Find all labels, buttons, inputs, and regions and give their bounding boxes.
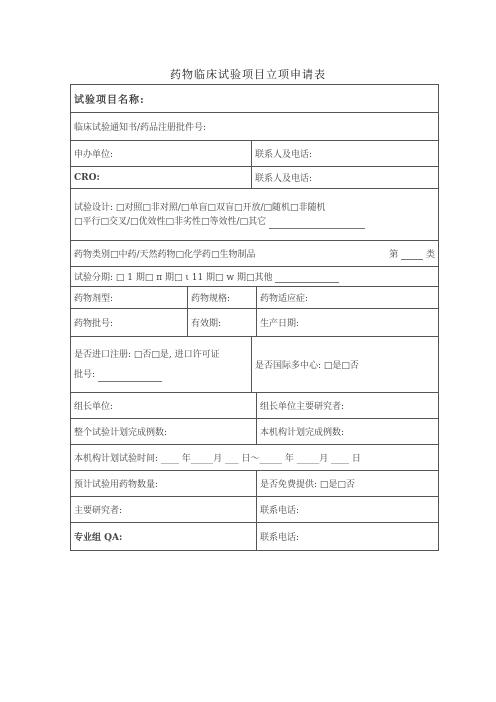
row-sponsor bbox=[71, 141, 439, 167]
row-planned-cases bbox=[71, 419, 439, 445]
row-drug-info-2 bbox=[71, 309, 439, 337]
import-batch-blank bbox=[98, 372, 162, 382]
import-batch-label: 批号: bbox=[74, 369, 96, 380]
spec-label: 药物规格: bbox=[188, 287, 257, 309]
sponsor-contact-label: 联系人及电话: bbox=[252, 141, 439, 167]
row-trial-phase bbox=[71, 267, 439, 287]
drug-category-cell bbox=[71, 241, 439, 267]
local-time-text: 本机构计划试验时间: ____ 年_____月 ___ 日〜_____ 年 _____月 ____ 日 bbox=[71, 445, 439, 471]
pi-label: 主要研究者: bbox=[71, 497, 257, 523]
qa-phone-label: 联系电话: bbox=[257, 523, 439, 551]
project-name-label: 试验项目名称: bbox=[71, 85, 439, 113]
cro-label: CRO: bbox=[71, 167, 252, 189]
pi-phone-label: 联系电话: bbox=[257, 497, 439, 523]
import-registration-line-2 bbox=[74, 368, 248, 382]
row-project-name bbox=[71, 85, 439, 113]
trial-design-cell bbox=[71, 189, 439, 241]
local-cases-label: 本机构计划完成例数: bbox=[257, 419, 439, 445]
other-design-blank bbox=[269, 219, 365, 229]
cro-contact-label: 联系人及电话: bbox=[252, 167, 439, 189]
row-leader-unit bbox=[71, 393, 439, 419]
row-drug-info-1 bbox=[71, 287, 439, 309]
trial-design-line-2-text: □平行□交叉/□优效性□非劣性□等效性/□其它 bbox=[74, 216, 267, 227]
trial-design-line-1: 试验设计: □对照□非对照/□单盲□双盲□开放/□随机□非随机 bbox=[74, 202, 326, 213]
drug-class-field bbox=[389, 247, 435, 260]
production-date-label: 生产日期: bbox=[257, 309, 439, 337]
trial-phase-cell bbox=[71, 267, 439, 287]
row-import-registration bbox=[71, 337, 439, 393]
row-trial-design bbox=[71, 189, 439, 241]
row-principal-investigator bbox=[71, 497, 439, 523]
drug-class-blank bbox=[401, 250, 423, 260]
drug-class-prefix: 第 bbox=[389, 250, 399, 260]
notice-number-label: 临床试验通知书/药品注册批件号: bbox=[71, 113, 439, 141]
row-drug-amount bbox=[71, 471, 439, 497]
indication-label: 药物适应症: bbox=[257, 287, 439, 309]
row-local-time bbox=[71, 445, 439, 471]
form-title: 药物临床试验项目立项申请表 bbox=[170, 68, 326, 81]
dosage-form-label: 药物剂型: bbox=[71, 287, 188, 309]
leader-pi-label: 组长单位主要研究者: bbox=[257, 393, 439, 419]
trial-phase-text: 试验分期: □ 1 期□ π 期□ ι 11 期□ w 期□其他 bbox=[74, 273, 273, 283]
row-qa bbox=[71, 523, 439, 551]
approval-number-label: 药物批号: bbox=[71, 309, 188, 337]
row-notice-number bbox=[71, 113, 439, 141]
drug-class-suffix: 类 bbox=[426, 250, 436, 260]
row-cro bbox=[71, 167, 439, 189]
free-supply-label: 是否免费提供: □是□否 bbox=[257, 471, 439, 497]
multicenter-label: 是否国际多中心: □是□否 bbox=[252, 337, 439, 393]
qa-label: 专业组 QA: bbox=[71, 523, 257, 551]
row-drug-category bbox=[71, 241, 439, 267]
application-form-table bbox=[70, 84, 439, 551]
import-registration-cell bbox=[71, 337, 252, 393]
drug-amount-label: 预计试验用药物数量: bbox=[71, 471, 257, 497]
trial-design-line-2 bbox=[74, 215, 435, 229]
leader-unit-label: 组长单位: bbox=[71, 393, 257, 419]
other-phase-blank bbox=[275, 273, 339, 283]
import-registration-line-1: 是否进口注册: □否□是, 进口许可证 bbox=[74, 349, 220, 360]
drug-category-label: 药物类别□中药/天然药物□化学药□生物制品 bbox=[74, 250, 256, 260]
sponsor-label: 申办单位: bbox=[71, 141, 252, 167]
validity-label: 有效期: bbox=[188, 309, 257, 337]
total-cases-label: 整个试验计划完成例数: bbox=[71, 419, 257, 445]
